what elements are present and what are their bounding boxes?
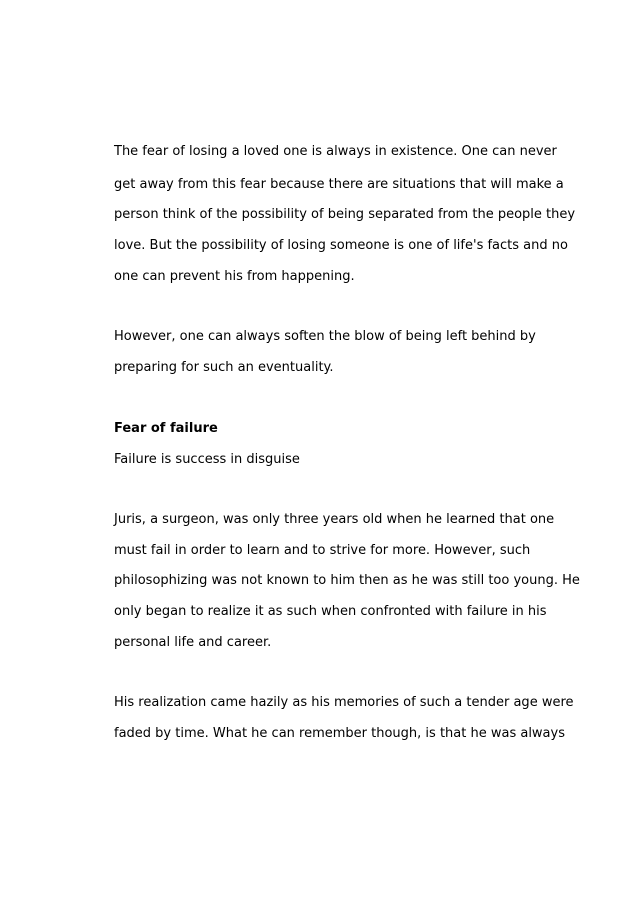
paragraph-line: preparing for such an eventuality. <box>114 360 334 375</box>
paragraph-line: However, one can always soften the blow of being left behind by <box>114 329 536 344</box>
paragraph-line: get away from this fear because there are situations that will make a <box>114 177 564 192</box>
paragraph-line: person think of the possibility of being separated from the people they <box>114 207 576 222</box>
paragraph-line: must fail in order to learn and to strive for more. However, such <box>114 543 531 558</box>
paragraph-line: The fear of losing a loved one is always in existence. One can never <box>114 144 557 159</box>
section-heading: Fear of failure <box>114 421 218 436</box>
paragraph-line: Juris, a surgeon, was only three years old when he learned that one <box>114 512 555 527</box>
paragraph-line: philosophizing was not known to him then as he was still too young. He <box>114 573 580 588</box>
paragraph-line: His realization came hazily as his memories of such a tender age were <box>114 695 574 710</box>
paragraph-line: personal life and career. <box>114 635 272 650</box>
paragraph-line: only began to realize it as such when confronted with failure in his <box>114 604 547 619</box>
paragraph-line: faded by time. What he can remember though, is that he was always <box>114 726 565 741</box>
paragraph-line: one can prevent his from happening. <box>114 269 355 284</box>
paragraph-line: love. But the possibility of losing someone is one of life's facts and no <box>114 238 568 253</box>
subheading: Failure is success in disguise <box>114 452 300 467</box>
